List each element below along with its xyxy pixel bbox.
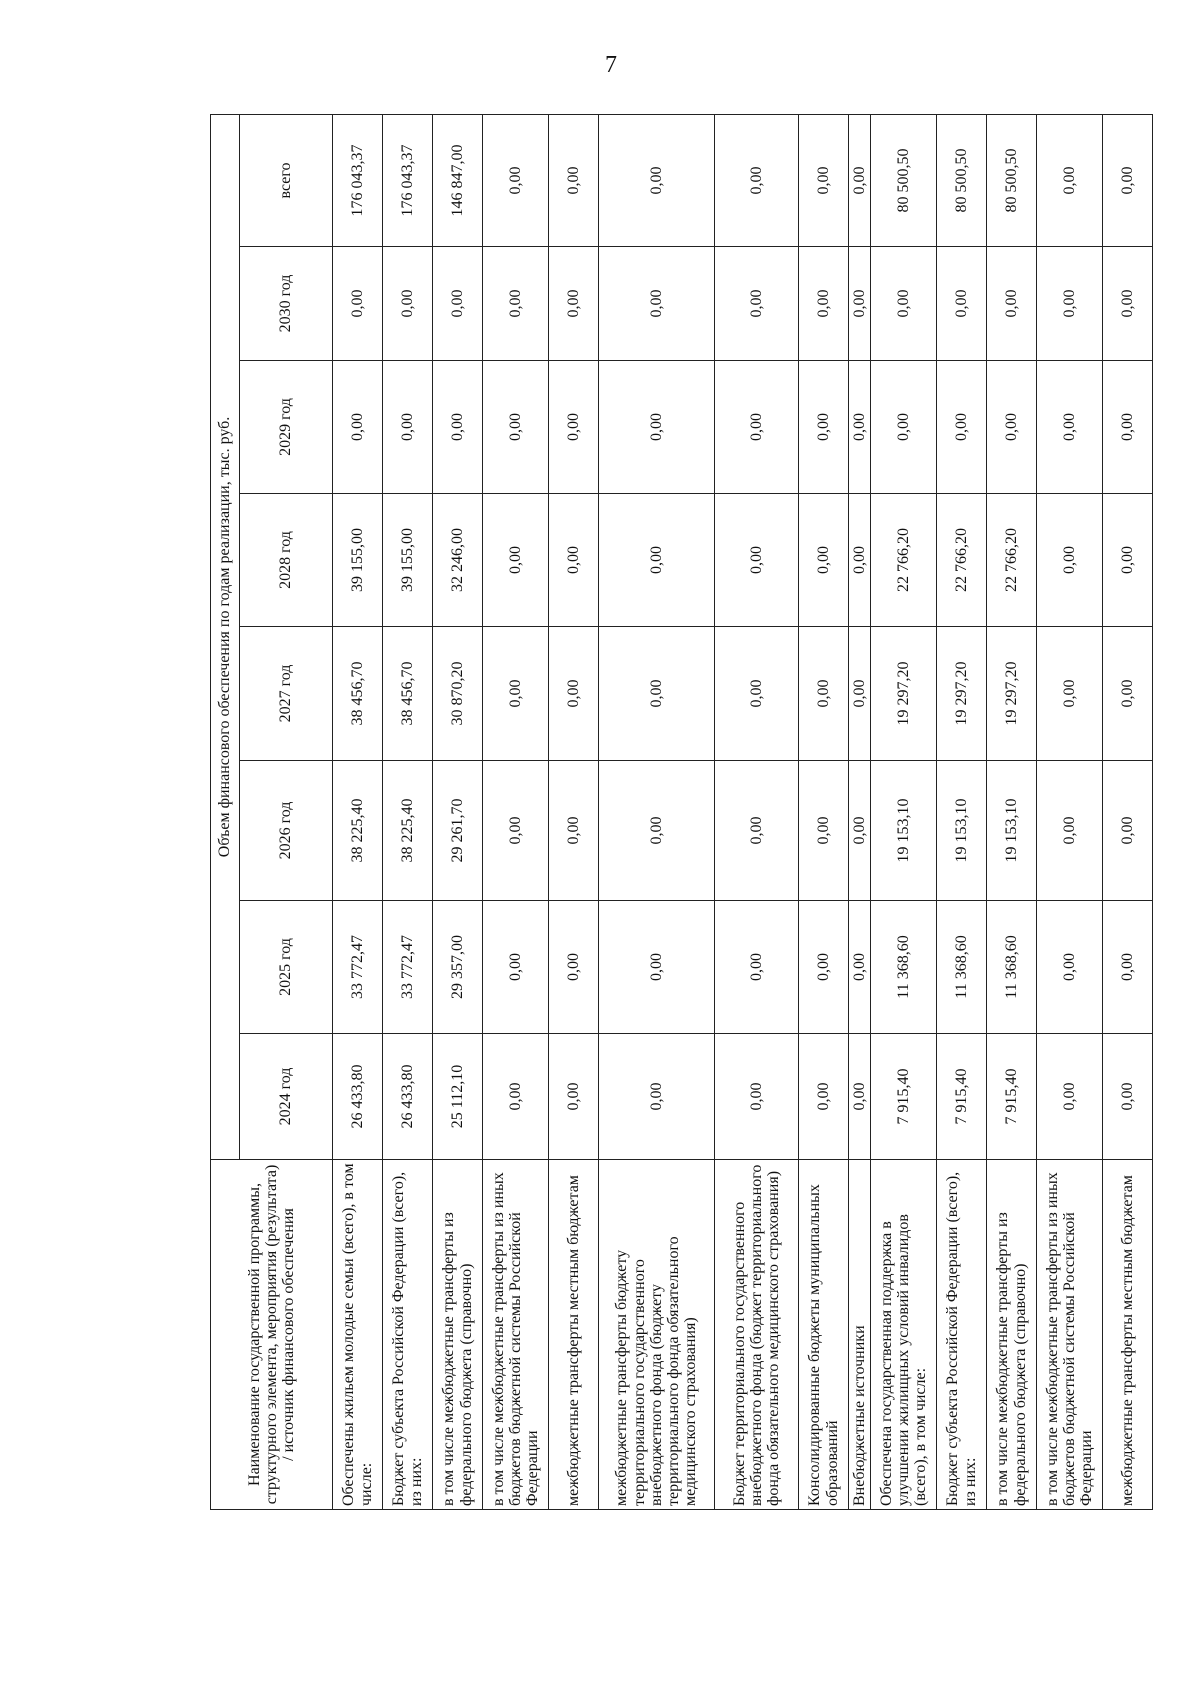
value-cell: 30 870,20 <box>433 627 483 761</box>
value-cell: 39 155,00 <box>333 494 383 627</box>
value-cell: 39 155,00 <box>383 494 433 627</box>
value-cell: 0,00 <box>1103 247 1153 361</box>
value-cell: 176 043,37 <box>383 114 433 246</box>
row-label: Бюджет субъекта Российской Федерации (всего), из них: <box>383 1160 433 1510</box>
value-cell: 0,00 <box>715 247 799 361</box>
column-header-year: 2030 год <box>240 247 333 361</box>
financing-table <box>210 114 1153 1510</box>
value-cell: 19 297,20 <box>937 627 987 761</box>
value-cell: 0,00 <box>1037 361 1103 494</box>
value-cell: 0,00 <box>871 247 937 361</box>
table-row <box>333 114 383 1509</box>
value-cell: 0,00 <box>483 1034 549 1160</box>
page-number: 7 <box>605 52 617 78</box>
value-cell: 0,00 <box>599 361 715 494</box>
value-cell: 38 456,70 <box>383 627 433 761</box>
value-cell: 0,00 <box>1037 494 1103 627</box>
value-cell: 0,00 <box>715 361 799 494</box>
table-row <box>799 114 849 1509</box>
value-cell: 0,00 <box>799 1034 849 1160</box>
value-cell: 7 915,40 <box>987 1034 1037 1160</box>
value-cell: 0,00 <box>549 494 599 627</box>
table-row <box>1103 114 1153 1509</box>
value-cell: 0,00 <box>1103 114 1153 246</box>
column-header-year: всего <box>240 114 333 246</box>
value-cell: 38 225,40 <box>333 761 383 901</box>
value-cell: 38 456,70 <box>333 627 383 761</box>
value-cell: 0,00 <box>599 761 715 901</box>
table-body <box>333 114 1153 1509</box>
value-cell: 0,00 <box>849 1034 871 1160</box>
value-cell: 0,00 <box>715 114 799 246</box>
value-cell: 0,00 <box>549 1034 599 1160</box>
value-cell: 0,00 <box>1103 627 1153 761</box>
value-cell: 0,00 <box>1037 901 1103 1034</box>
value-cell: 0,00 <box>383 247 433 361</box>
value-cell: 7 915,40 <box>871 1034 937 1160</box>
value-cell: 0,00 <box>483 114 549 246</box>
value-cell: 0,00 <box>715 901 799 1034</box>
value-cell: 0,00 <box>1103 1034 1153 1160</box>
value-cell: 0,00 <box>483 361 549 494</box>
value-cell: 0,00 <box>987 247 1037 361</box>
value-cell: 0,00 <box>483 627 549 761</box>
table-row <box>433 114 483 1509</box>
value-cell: 0,00 <box>715 1034 799 1160</box>
value-cell: 7 915,40 <box>937 1034 987 1160</box>
value-cell: 0,00 <box>483 901 549 1034</box>
value-cell: 0,00 <box>849 494 871 627</box>
value-cell: 19 297,20 <box>987 627 1037 761</box>
table-row <box>715 114 799 1509</box>
value-cell: 0,00 <box>1103 361 1153 494</box>
value-cell: 26 433,80 <box>333 1034 383 1160</box>
value-cell: 0,00 <box>1037 247 1103 361</box>
table-row <box>1037 114 1103 1509</box>
column-header-year: 2027 год <box>240 627 333 761</box>
value-cell: 0,00 <box>599 114 715 246</box>
value-cell: 0,00 <box>799 494 849 627</box>
value-cell: 0,00 <box>549 761 599 901</box>
value-cell: 29 357,00 <box>433 901 483 1034</box>
value-cell: 0,00 <box>987 361 1037 494</box>
value-cell: 0,00 <box>1103 901 1153 1034</box>
value-cell: 0,00 <box>433 361 483 494</box>
value-cell: 0,00 <box>799 247 849 361</box>
value-cell: 33 772,47 <box>383 901 433 1034</box>
row-label: межбюджетные трансферты бюджету территориального государственного внебюджетного фонда (бюджету территориального фонда обязательного медицинского страхования) <box>599 1160 715 1510</box>
column-header-name: Наименование государственной программы, структурного элемента, мероприятия (результата) / источник финансового обеспечения <box>211 1160 333 1510</box>
value-cell: 0,00 <box>1103 761 1153 901</box>
value-cell: 29 261,70 <box>433 761 483 901</box>
value-cell: 0,00 <box>1103 494 1153 627</box>
value-cell: 0,00 <box>549 114 599 246</box>
row-label: в том числе межбюджетные трансферты из федерального бюджета (справочно) <box>987 1160 1037 1510</box>
table-row <box>549 114 599 1509</box>
row-label: Консолидированные бюджеты муниципальных образований <box>799 1160 849 1510</box>
value-cell: 0,00 <box>849 361 871 494</box>
value-cell: 19 153,10 <box>937 761 987 901</box>
value-cell: 11 368,60 <box>937 901 987 1034</box>
column-header-year: 2028 год <box>240 494 333 627</box>
value-cell: 0,00 <box>599 494 715 627</box>
column-group-header: Объем финансового обеспечения по годам реализации, тыс. руб. <box>211 114 240 1159</box>
value-cell: 11 368,60 <box>871 901 937 1034</box>
value-cell: 33 772,47 <box>333 901 383 1034</box>
value-cell: 0,00 <box>1037 761 1103 901</box>
row-label: в том числе межбюджетные трансферты из иных бюджетов бюджетной системы Российской Федерации <box>1037 1160 1103 1510</box>
value-cell: 0,00 <box>849 901 871 1034</box>
value-cell: 0,00 <box>849 627 871 761</box>
value-cell: 80 500,50 <box>987 114 1037 246</box>
value-cell: 0,00 <box>1037 627 1103 761</box>
column-header-year: 2026 год <box>240 761 333 901</box>
value-cell: 0,00 <box>1037 114 1103 246</box>
value-cell: 0,00 <box>333 361 383 494</box>
row-label: в том числе межбюджетные трансферты из иных бюджетов бюджетной системы Российской Федерации <box>483 1160 549 1510</box>
value-cell: 176 043,37 <box>333 114 383 246</box>
value-cell: 0,00 <box>549 247 599 361</box>
value-cell: 22 766,20 <box>937 494 987 627</box>
value-cell: 0,00 <box>715 494 799 627</box>
value-cell: 0,00 <box>799 627 849 761</box>
value-cell: 0,00 <box>599 1034 715 1160</box>
table-row <box>383 114 433 1509</box>
value-cell: 0,00 <box>433 247 483 361</box>
value-cell: 0,00 <box>871 361 937 494</box>
row-label: Бюджет субъекта Российской Федерации (всего), из них: <box>937 1160 987 1510</box>
table-row <box>937 114 987 1509</box>
value-cell: 22 766,20 <box>987 494 1037 627</box>
value-cell: 0,00 <box>799 114 849 246</box>
value-cell: 26 433,80 <box>383 1034 433 1160</box>
value-cell: 19 153,10 <box>871 761 937 901</box>
value-cell: 11 368,60 <box>987 901 1037 1034</box>
value-cell: 0,00 <box>599 627 715 761</box>
value-cell: 0,00 <box>1037 1034 1103 1160</box>
value-cell: 0,00 <box>715 627 799 761</box>
column-header-year: 2025 год <box>240 901 333 1034</box>
value-cell: 0,00 <box>549 901 599 1034</box>
value-cell: 0,00 <box>549 627 599 761</box>
table-row <box>483 114 549 1509</box>
column-header-year: 2029 год <box>240 361 333 494</box>
row-label: Внебюджетные источники <box>849 1160 871 1510</box>
column-header-year: 2024 год <box>240 1034 333 1160</box>
value-cell: 38 225,40 <box>383 761 433 901</box>
value-cell: 0,00 <box>549 361 599 494</box>
row-label: межбюджетные трансферты местным бюджетам <box>549 1160 599 1510</box>
row-label: в том числе межбюджетные трансферты из федерального бюджета (справочно) <box>433 1160 483 1510</box>
value-cell: 25 112,10 <box>433 1034 483 1160</box>
value-cell: 0,00 <box>483 761 549 901</box>
value-cell: 0,00 <box>799 361 849 494</box>
value-cell: 0,00 <box>849 247 871 361</box>
table-row <box>849 114 871 1509</box>
row-label: Бюджет территориального государственного внебюджетного фонда (бюджет территориального фонда обязательного медицинского страхования) <box>715 1160 799 1510</box>
value-cell: 0,00 <box>937 361 987 494</box>
value-cell: 19 153,10 <box>987 761 1037 901</box>
value-cell: 80 500,50 <box>871 114 937 246</box>
row-label: Обеспечены жильем молодые семьи (всего), в том числе: <box>333 1160 383 1510</box>
value-cell: 0,00 <box>483 494 549 627</box>
value-cell: 22 766,20 <box>871 494 937 627</box>
value-cell: 0,00 <box>849 114 871 246</box>
value-cell: 146 847,00 <box>433 114 483 246</box>
value-cell: 0,00 <box>483 247 549 361</box>
value-cell: 0,00 <box>937 247 987 361</box>
rotated-table-container <box>210 115 1136 1510</box>
value-cell: 32 246,00 <box>433 494 483 627</box>
row-label: Обеспечена государственная поддержка в улучшении жилищных условий инвалидов (всего), в том числе: <box>871 1160 937 1510</box>
value-cell: 0,00 <box>849 761 871 901</box>
value-cell: 0,00 <box>383 361 433 494</box>
table-row <box>871 114 937 1509</box>
value-cell: 19 297,20 <box>871 627 937 761</box>
table-row <box>599 114 715 1509</box>
value-cell: 0,00 <box>599 901 715 1034</box>
value-cell: 0,00 <box>799 901 849 1034</box>
table-row <box>987 114 1037 1509</box>
value-cell: 0,00 <box>799 761 849 901</box>
value-cell: 0,00 <box>715 761 799 901</box>
value-cell: 0,00 <box>333 247 383 361</box>
value-cell: 0,00 <box>599 247 715 361</box>
value-cell: 80 500,50 <box>937 114 987 246</box>
row-label: межбюджетные трансферты местным бюджетам <box>1103 1160 1153 1510</box>
